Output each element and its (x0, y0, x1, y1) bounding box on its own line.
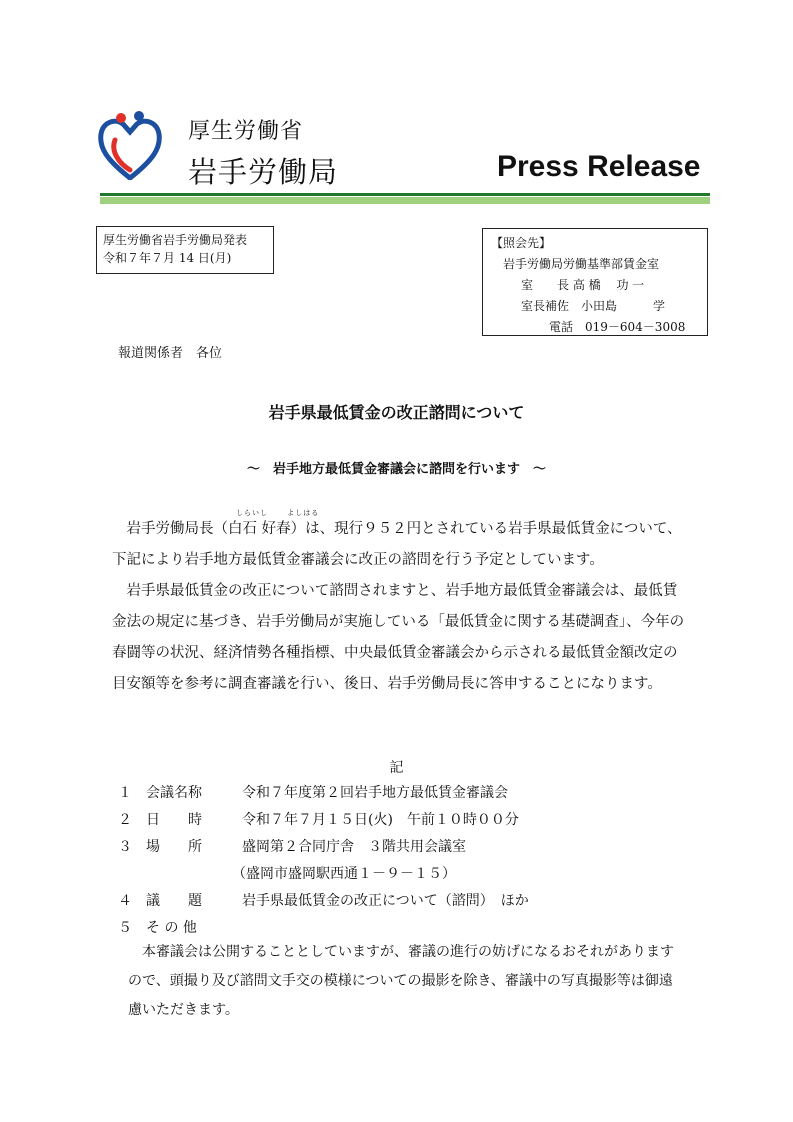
item-value: 令和７年度第２回岩手地方最低賃金審議会 (242, 785, 508, 801)
agenda-item (118, 861, 688, 888)
item-label: 日 時 (146, 812, 202, 828)
item-value: 岩手県最低賃金の改正について（諮問） ほか (242, 893, 529, 909)
item-label: 場 所 (146, 839, 202, 855)
addressee: 報道関係者 各位 (118, 346, 223, 361)
contact-chief: 室 長 高 橋 功 一 (521, 278, 645, 292)
item-label: そ の 他 (146, 920, 197, 936)
document-subtitle: ～ 岩手地方最低賃金審議会に諮問を行います ～ (246, 462, 546, 477)
item-label: 会議名称 (146, 785, 202, 801)
item-number: ４ (118, 893, 132, 909)
item-label: 議 題 (146, 893, 202, 909)
ministry-logo-icon (97, 110, 163, 180)
item-value: 盛岡第２合同庁舎 ３階共用会議室 (242, 839, 466, 855)
body-paragraph-1: 岩手労働局長（白石 好春）は、現行９５２円とされている岩手県最低賃金について、下記により岩手地方最低賃金審議会に改正の諮問を行う予定としています。 (112, 521, 682, 568)
release-issuer: 厚生労働省岩手労働局発表 (103, 233, 248, 247)
document-title: 岩手県最低賃金の改正諮問について (268, 403, 525, 422)
note-paragraph: 本審議会は公開することとしていますが、審議の進行の妨げになるおそれがありますので、頭撮り及び諮問文手交の模様についての撮影を除き、審議中の写真撮影等は御遠慮いただきます。 (128, 944, 674, 1018)
item-number: ５ (118, 920, 132, 936)
contact-assistant: 室長補佐 小田島 学 (521, 299, 666, 313)
item-value: （盛岡市盛岡駅西通１－９－１５） (232, 866, 456, 882)
note-text (118, 938, 678, 1025)
item-number: ３ (118, 839, 132, 855)
press-release-label: Press Release (497, 150, 701, 183)
contact-department: 岩手労働局労働基準部賃金室 (503, 257, 660, 271)
item-number: １ (118, 785, 132, 801)
agenda-item (118, 834, 688, 861)
release-date: 令和７年７月 14 日(月) (103, 251, 232, 265)
header-rule-dark (100, 193, 710, 196)
body-text (112, 514, 688, 700)
contact-phone: 電話 019－604－3008 (549, 320, 686, 334)
ruby-yoshiharu: よしはる (287, 509, 320, 517)
agenda-items (118, 780, 688, 942)
contact-heading: 【照会先】 (491, 236, 552, 250)
agenda-item (118, 807, 688, 834)
contact-box (482, 228, 708, 336)
ki-heading: 記 (389, 760, 404, 776)
body-paragraph-2: 岩手県最低賃金の改正について諮問されますと、岩手地方最低賃金審議会は、最低賃金法の規定に基づき、岩手労働局が実施している「最低賃金に関する基礎調査」、今年の春闘等の状況、経済情勢各種指標、中央最低賃金審議会から示される最低賃金額改定の目安額等を参考に調査審議を行い、後日、岩手労働局長に答申することになります。 (112, 583, 685, 692)
agenda-item (118, 888, 688, 915)
bureau-name: 岩手労働局 (188, 155, 339, 189)
agenda-item (118, 780, 688, 807)
item-value: 令和７年７月１５日(火) 午前１０時００分 (242, 812, 519, 828)
release-info-box (96, 226, 274, 274)
ruby-shiraishi: しらいし (236, 509, 268, 517)
header-rule-light (100, 197, 710, 204)
ministry-name: 厚生労働省 (188, 119, 304, 144)
item-number: ２ (118, 812, 132, 828)
